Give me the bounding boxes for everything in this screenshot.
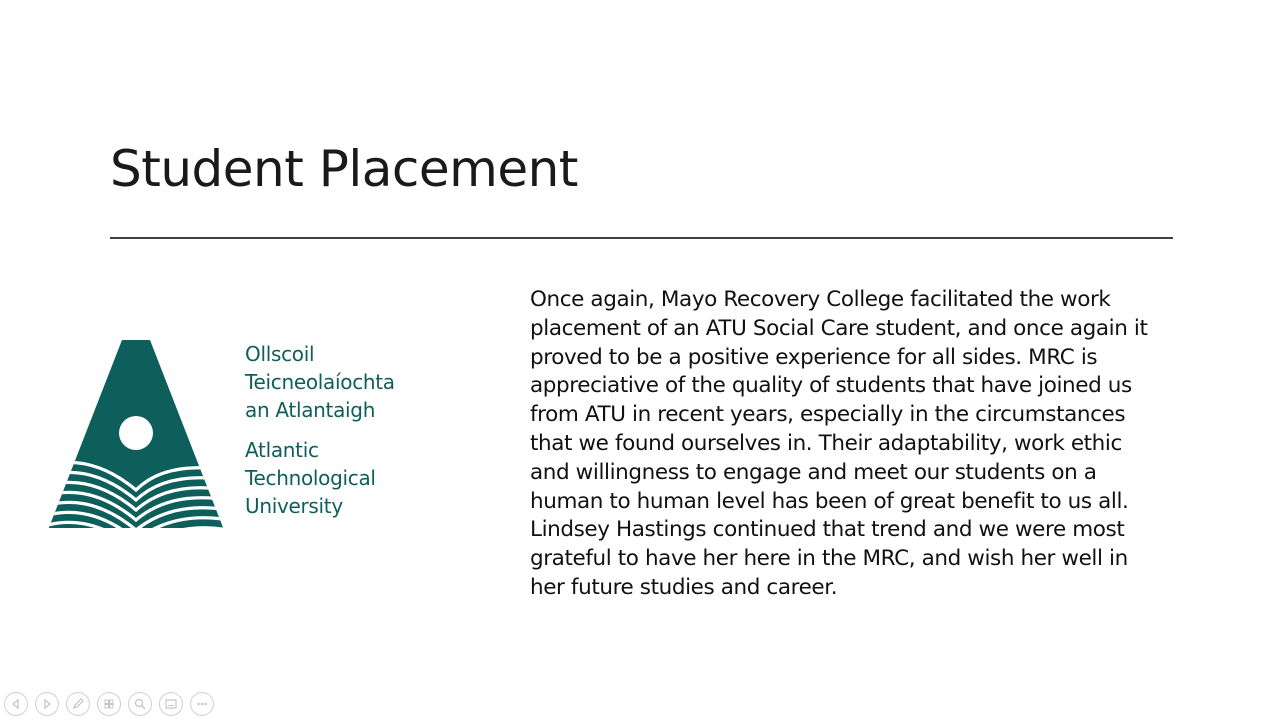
- logo-english-name: [245, 436, 395, 520]
- ellipsis-icon: [195, 697, 209, 711]
- logo-irish-line: an Atlantaigh: [245, 398, 376, 422]
- slide-title: Student Placement: [110, 140, 578, 198]
- pen-icon: [71, 697, 85, 711]
- atu-logo: [48, 340, 428, 540]
- subtitles-button[interactable]: [159, 692, 183, 716]
- logo-english-line: Atlantic: [245, 438, 319, 462]
- pen-tool-button[interactable]: [66, 692, 90, 716]
- arrow-left-icon: [9, 697, 23, 711]
- logo-english-line: Technological: [245, 466, 376, 490]
- see-all-slides-button[interactable]: [97, 692, 121, 716]
- next-slide-button[interactable]: [35, 692, 59, 716]
- body-line: grateful to have her here in the MRC, and wish her well in: [530, 546, 1128, 572]
- previous-slide-button[interactable]: [4, 692, 28, 716]
- magnifier-icon: [133, 697, 147, 711]
- logo-irish-name: [245, 340, 395, 424]
- slide-body-text: [530, 286, 1180, 603]
- atu-logo-wordmark: [245, 340, 395, 520]
- more-options-button[interactable]: [190, 692, 214, 716]
- body-line: and willingness to engage and meet our students on a: [530, 459, 1097, 485]
- body-line: Once again, Mayo Recovery College facilitated the work: [530, 287, 1111, 312]
- body-line: proved to be a positive experience for all sides. MRC is: [530, 344, 1098, 370]
- body-line: appreciative of the quality of students that have joined us: [530, 373, 1132, 399]
- body-line: her future studies and career.: [530, 574, 838, 600]
- atu-logo-mark-icon: [48, 340, 224, 532]
- logo-irish-line: Teicneolaíochta: [245, 370, 395, 394]
- title-divider: [110, 237, 1173, 239]
- zoom-button[interactable]: [128, 692, 152, 716]
- subtitles-icon: [164, 697, 178, 711]
- body-line: placement of an ATU Social Care student, and once again it: [530, 315, 1148, 341]
- body-line: human to human level has been of great benefit to us all.: [530, 488, 1129, 514]
- body-line: from ATU in recent years, especially in the circumstances: [530, 402, 1126, 428]
- presenter-toolbar: [4, 692, 214, 716]
- grid-icon: [102, 697, 116, 711]
- logo-irish-line: Ollscoil: [245, 342, 315, 366]
- logo-english-line: University: [245, 494, 343, 518]
- body-line: Lindsey Hastings continued that trend and we were most: [530, 517, 1125, 543]
- arrow-right-icon: [40, 697, 54, 711]
- body-line: that we found ourselves in. Their adaptability, work ethic: [530, 430, 1122, 456]
